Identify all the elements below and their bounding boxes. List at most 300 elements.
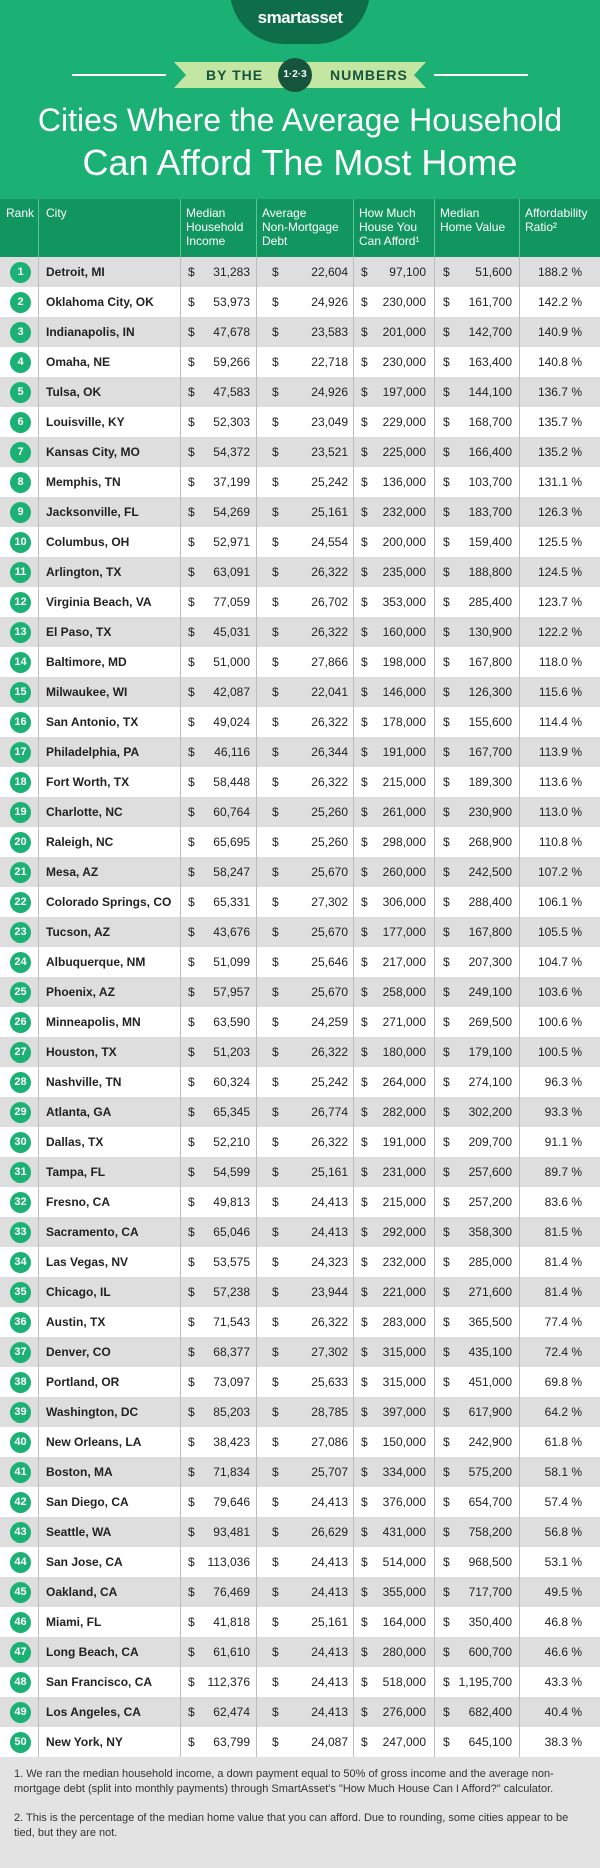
income-value: 77,059 [213, 595, 250, 609]
col-divider [434, 1337, 435, 1367]
home-value: 166,400 [468, 445, 512, 459]
dollar-sign: $ [361, 805, 368, 819]
ribbon-text-right: NUMBERS [330, 67, 408, 83]
ratio-value: 38.3 % [544, 1735, 582, 1749]
dollar-sign: $ [188, 1615, 195, 1629]
dollar-sign: $ [272, 415, 279, 429]
col-divider [256, 1397, 257, 1427]
dollar-sign: $ [443, 835, 450, 849]
rank-badge: 50 [10, 1732, 31, 1753]
col-divider [256, 887, 257, 917]
ratio-value: 91.1 % [544, 1135, 582, 1149]
rank-badge: 5 [10, 382, 31, 403]
home-value: 682,400 [468, 1705, 512, 1719]
income-value: 60,324 [213, 1075, 250, 1089]
debt-value: 26,322 [311, 775, 348, 789]
dollar-sign: $ [272, 1735, 279, 1749]
table-row [0, 677, 600, 707]
city-name: San Jose, CA [46, 1555, 123, 1569]
dollar-sign: $ [361, 835, 368, 849]
dollar-sign: $ [443, 1615, 450, 1629]
col-divider [38, 1157, 39, 1187]
col-divider [38, 1577, 39, 1607]
col-divider [256, 467, 257, 497]
col-divider [434, 1307, 435, 1337]
income-value: 65,345 [213, 1105, 250, 1119]
rank-badge: 41 [10, 1462, 31, 1483]
col-divider [519, 737, 520, 767]
col-divider [38, 1037, 39, 1067]
city-name: San Diego, CA [46, 1495, 129, 1509]
table-row [0, 437, 600, 467]
dollar-sign: $ [361, 1225, 368, 1239]
dollar-sign: $ [361, 1045, 368, 1059]
dollar-sign: $ [443, 355, 450, 369]
debt-value: 26,322 [311, 1315, 348, 1329]
col-divider [353, 737, 354, 767]
city-name: Memphis, TN [46, 475, 121, 489]
dollar-sign: $ [188, 1135, 195, 1149]
city-name: Washington, DC [46, 1405, 139, 1419]
dollar-sign: $ [188, 1285, 195, 1299]
income-value: 68,377 [213, 1345, 250, 1359]
col-divider [353, 1127, 354, 1157]
col-divider [434, 1247, 435, 1277]
col-divider [180, 1127, 181, 1157]
col-divider [256, 677, 257, 707]
col-divider [519, 527, 520, 557]
col-divider [519, 1667, 520, 1697]
col-divider [38, 827, 39, 857]
col-divider [256, 557, 257, 587]
dollar-sign: $ [272, 1315, 279, 1329]
col-divider [180, 1187, 181, 1217]
dollar-sign: $ [272, 355, 279, 369]
ratio-value: 136.7 % [537, 385, 582, 399]
col-divider [256, 1517, 257, 1547]
col-divider [519, 617, 520, 647]
dollar-sign: $ [443, 1645, 450, 1659]
col-divider [353, 1337, 354, 1367]
afford-value: 198,000 [382, 655, 426, 669]
col-divider [38, 1517, 39, 1547]
dollar-sign: $ [188, 475, 195, 489]
col-divider [38, 317, 39, 347]
col-divider [519, 1217, 520, 1247]
col-divider [519, 1367, 520, 1397]
dollar-sign: $ [443, 1735, 450, 1749]
col-divider [180, 557, 181, 587]
table-row [0, 1397, 600, 1427]
col-divider [180, 677, 181, 707]
home-value: 155,600 [468, 715, 512, 729]
col-divider [38, 617, 39, 647]
rank-badge: 29 [10, 1102, 31, 1123]
rank-badge: 15 [10, 682, 31, 703]
debt-value: 23,583 [311, 325, 348, 339]
city-name: Tulsa, OK [46, 385, 102, 399]
income-value: 52,303 [213, 415, 250, 429]
dollar-sign: $ [188, 595, 195, 609]
rank-badge: 37 [10, 1342, 31, 1363]
ratio-value: 100.5 % [537, 1045, 582, 1059]
dollar-sign: $ [188, 1195, 195, 1209]
dollar-sign: $ [361, 565, 368, 579]
dollar-sign: $ [272, 1135, 279, 1149]
ratio-value: 118.0 % [538, 655, 582, 669]
col-divider [256, 377, 257, 407]
col-divider [519, 1337, 520, 1367]
rank-badge: 10 [10, 532, 31, 553]
rank-badge: 9 [10, 502, 31, 523]
col-divider [38, 287, 39, 317]
col-divider [180, 1457, 181, 1487]
ratio-value: 135.7 % [537, 415, 582, 429]
income-value: 60,764 [213, 805, 250, 819]
col-divider [353, 377, 354, 407]
col-divider [434, 1397, 435, 1427]
col-divider [180, 1277, 181, 1307]
col-divider [180, 1217, 181, 1247]
afford-value: 235,000 [382, 565, 426, 579]
table-row [0, 347, 600, 377]
debt-value: 26,702 [311, 595, 348, 609]
afford-value: 229,000 [382, 415, 426, 429]
table-row [0, 1067, 600, 1097]
afford-value: 221,000 [382, 1285, 426, 1299]
debt-value: 23,049 [311, 415, 348, 429]
dollar-sign: $ [188, 625, 195, 639]
dollar-sign: $ [272, 685, 279, 699]
dollar-sign: $ [272, 1675, 279, 1689]
col-divider [38, 1277, 39, 1307]
ratio-value: 89.7 % [544, 1165, 582, 1179]
income-value: 63,799 [213, 1735, 250, 1749]
dollar-sign: $ [443, 865, 450, 879]
income-value: 53,973 [213, 295, 250, 309]
dollar-sign: $ [361, 1675, 368, 1689]
income-value: 46,116 [214, 745, 250, 759]
home-value: 617,900 [468, 1405, 512, 1419]
rank-badge: 3 [10, 322, 31, 343]
col-divider [256, 797, 257, 827]
dollar-sign: $ [272, 1255, 279, 1269]
afford-value: 136,000 [382, 475, 426, 489]
afford-value: 232,000 [382, 1255, 426, 1269]
dollar-sign: $ [272, 1705, 279, 1719]
home-value: 968,500 [468, 1555, 512, 1569]
afford-value: 191,000 [382, 745, 426, 759]
col-divider [434, 1727, 435, 1757]
city-name: Columbus, OH [46, 535, 130, 549]
city-name: Portland, OR [46, 1375, 120, 1389]
dollar-sign: $ [361, 1195, 368, 1209]
rank-badge: 34 [10, 1252, 31, 1273]
col-divider [353, 437, 354, 467]
col-divider [38, 1187, 39, 1217]
col-divider [519, 377, 520, 407]
rank-badge: 16 [10, 712, 31, 733]
col-divider [180, 347, 181, 377]
income-value: 76,469 [213, 1585, 250, 1599]
city-name: Austin, TX [46, 1315, 106, 1329]
col-divider [180, 1487, 181, 1517]
col-divider [353, 1187, 354, 1217]
col-divider [180, 1547, 181, 1577]
col-divider [180, 1637, 181, 1667]
dollar-sign: $ [272, 295, 279, 309]
col-divider [519, 317, 520, 347]
ratio-value: 140.8 % [537, 355, 582, 369]
col-divider [180, 257, 181, 287]
rank-badge: 25 [10, 982, 31, 1003]
col-divider [180, 1517, 181, 1547]
home-value: 126,300 [468, 685, 512, 699]
dollar-sign: $ [443, 925, 450, 939]
ratio-value: 106.1 % [537, 895, 582, 909]
footnote-2: 2. This is the percentage of the median home value that you can afford. Due to rounding, some cities appear to be tied, but they are not. [14, 1812, 569, 1839]
col-divider [256, 257, 257, 287]
col-divider [180, 647, 181, 677]
col-divider [519, 287, 520, 317]
col-divider [256, 977, 257, 1007]
col-divider [434, 257, 435, 287]
col-divider [256, 1067, 257, 1097]
home-value: 167,700 [468, 745, 512, 759]
dollar-sign: $ [188, 1345, 195, 1359]
table-row [0, 527, 600, 557]
col-divider [353, 887, 354, 917]
city-name: Charlotte, NC [46, 805, 123, 819]
ratio-value: 40.4 % [544, 1705, 582, 1719]
dollar-sign: $ [188, 655, 195, 669]
dollar-sign: $ [272, 565, 279, 579]
col-divider [180, 827, 181, 857]
col-divider [519, 917, 520, 947]
dollar-sign: $ [443, 985, 450, 999]
table-row [0, 1097, 600, 1127]
ribbon-text-left: BY THE [206, 67, 264, 83]
col-divider [180, 287, 181, 317]
afford-value: 247,000 [382, 1735, 426, 1749]
table-row [0, 707, 600, 737]
debt-value: 24,413 [311, 1585, 348, 1599]
ratio-value: 188.2 % [537, 265, 582, 279]
col-divider [353, 347, 354, 377]
col-divider [180, 407, 181, 437]
col-divider [38, 437, 39, 467]
home-value: 302,200 [468, 1105, 512, 1119]
table-row [0, 977, 600, 1007]
col-divider [353, 1397, 354, 1427]
col-divider [353, 1697, 354, 1727]
income-value: 73,097 [213, 1375, 250, 1389]
dollar-sign: $ [188, 565, 195, 579]
dollar-sign: $ [443, 1675, 450, 1689]
dollar-sign: $ [361, 1735, 368, 1749]
debt-value: 26,774 [311, 1105, 348, 1119]
debt-value: 25,670 [311, 925, 348, 939]
debt-value: 27,302 [311, 1345, 348, 1359]
debt-value: 24,926 [311, 385, 348, 399]
income-value: 58,247 [213, 865, 250, 879]
rank-badge: 38 [10, 1372, 31, 1393]
col-divider [353, 467, 354, 497]
dollar-sign: $ [443, 565, 450, 579]
col-divider [434, 677, 435, 707]
ratio-value: 123.7 % [537, 595, 582, 609]
ratio-value: 58.1 % [544, 1465, 582, 1479]
rank-badge: 4 [10, 352, 31, 373]
table-row [0, 767, 600, 797]
by-the-numbers-banner [0, 62, 600, 90]
debt-value: 22,718 [311, 355, 348, 369]
col-divider [519, 467, 520, 497]
debt-value: 26,322 [311, 715, 348, 729]
dollar-sign: $ [443, 1465, 450, 1479]
col-divider [353, 1487, 354, 1517]
table-row [0, 1427, 600, 1457]
dollar-sign: $ [361, 895, 368, 909]
dollar-sign: $ [361, 775, 368, 789]
dollar-sign: $ [443, 1105, 450, 1119]
dollar-sign: $ [361, 1315, 368, 1329]
home-value: 758,200 [468, 1525, 512, 1539]
city-name: Mesa, AZ [46, 865, 99, 879]
afford-value: 282,000 [382, 1105, 426, 1119]
col-divider [180, 617, 181, 647]
dollar-sign: $ [272, 1015, 279, 1029]
city-name: Arlington, TX [46, 565, 122, 579]
col-divider [256, 1127, 257, 1157]
ratio-value: 46.8 % [544, 1615, 582, 1629]
city-name: Baltimore, MD [46, 655, 127, 669]
income-value: 71,543 [213, 1315, 250, 1329]
col-divider [519, 1517, 520, 1547]
afford-value: 261,000 [382, 805, 426, 819]
col-divider [256, 1277, 257, 1307]
col-divider [180, 437, 181, 467]
table-row [0, 1187, 600, 1217]
col-divider [519, 587, 520, 617]
rank-badge: 48 [10, 1672, 31, 1693]
rank-badge: 45 [10, 1582, 31, 1603]
dollar-sign: $ [443, 1285, 450, 1299]
col-divider [353, 677, 354, 707]
dollar-sign: $ [443, 1405, 450, 1419]
col-divider [353, 557, 354, 587]
table-row [0, 557, 600, 587]
divider-line-right [434, 74, 528, 76]
col-divider [434, 1367, 435, 1397]
home-value: 257,200 [468, 1195, 512, 1209]
col-divider [434, 527, 435, 557]
table-row [0, 587, 600, 617]
col-divider [38, 1637, 39, 1667]
ratio-value: 126.3 % [537, 505, 582, 519]
dollar-sign: $ [361, 385, 368, 399]
col-afford: How Much House You Can Afford¹ [359, 206, 420, 248]
col-divider [180, 1307, 181, 1337]
dollar-sign: $ [188, 895, 195, 909]
col-divider [353, 947, 354, 977]
dollar-sign: $ [188, 1015, 195, 1029]
dollar-sign: $ [443, 895, 450, 909]
col-divider [353, 1577, 354, 1607]
ratio-value: 93.3 % [544, 1105, 582, 1119]
table-row [0, 617, 600, 647]
col-divider [353, 1667, 354, 1697]
smartasset-logo[interactable]: smartasset [257, 8, 343, 27]
col-divider [353, 287, 354, 317]
col-divider [434, 857, 435, 887]
col-divider [256, 857, 257, 887]
col-divider [38, 1217, 39, 1247]
debt-value: 25,670 [311, 985, 348, 999]
table-row [0, 1247, 600, 1277]
debt-value: 26,322 [311, 565, 348, 579]
dollar-sign: $ [188, 1045, 195, 1059]
col-divider [180, 1577, 181, 1607]
col-divider [256, 527, 257, 557]
income-value: 45,031 [213, 625, 250, 639]
dollar-sign: $ [188, 955, 195, 969]
city-name: Tucson, AZ [46, 925, 110, 939]
city-name: Tampa, FL [46, 1165, 106, 1179]
col-divider [353, 1247, 354, 1277]
col-divider [38, 377, 39, 407]
dollar-sign: $ [361, 265, 368, 279]
col-divider [180, 1037, 181, 1067]
table-row [0, 407, 600, 437]
col-divider [353, 1607, 354, 1637]
rank-badge: 32 [10, 1192, 31, 1213]
dollar-sign: $ [188, 1645, 195, 1659]
debt-value: 24,413 [311, 1495, 348, 1509]
debt-value: 22,604 [311, 265, 348, 279]
table-row [0, 1307, 600, 1337]
afford-value: 164,000 [382, 1615, 426, 1629]
col-divider [434, 1007, 435, 1037]
col-home-value: Median Home Value [440, 206, 506, 234]
col-divider [519, 557, 520, 587]
page-title-line-2: Can Afford The Most Home [82, 142, 518, 183]
col-divider [256, 1547, 257, 1577]
dollar-sign: $ [272, 1555, 279, 1569]
city-name: Long Beach, CA [46, 1645, 139, 1659]
table-row [0, 1667, 600, 1697]
col-divider [38, 1607, 39, 1637]
afford-value: 397,000 [382, 1405, 426, 1419]
rank-badge: 42 [10, 1492, 31, 1513]
home-value: 451,000 [468, 1375, 512, 1389]
table-header [0, 199, 600, 257]
col-divider [353, 527, 354, 557]
table-row [0, 467, 600, 497]
dollar-sign: $ [188, 715, 195, 729]
dollar-sign: $ [361, 1075, 368, 1089]
col-divider [434, 617, 435, 647]
home-value: 167,800 [468, 655, 512, 669]
income-value: 112,376 [207, 1675, 250, 1689]
col-divider [38, 1427, 39, 1457]
income-value: 53,575 [213, 1255, 250, 1269]
city-name: Virginia Beach, VA [46, 595, 152, 609]
col-divider [434, 1607, 435, 1637]
dollar-sign: $ [272, 265, 279, 279]
dollar-sign: $ [443, 475, 450, 489]
income-value: 54,599 [213, 1165, 250, 1179]
